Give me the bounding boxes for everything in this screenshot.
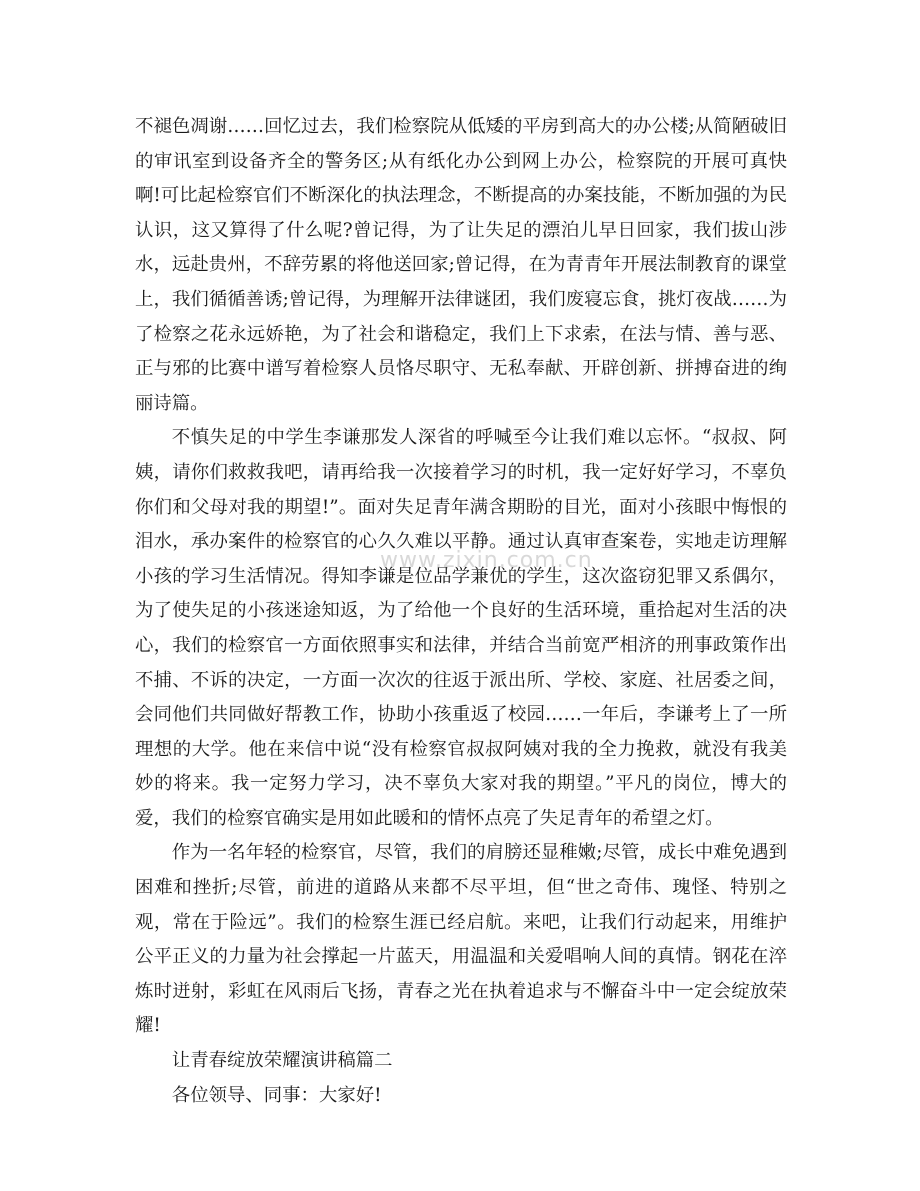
- paragraph-student-case: 不慎失足的中学生李谦那发人深省的呼喊至今让我们难以忘怀。“叔叔、阿姨，请你们救救我吧，请再给我一次接着学习的时机，我一定好好学习，不辜负你们和父母对我的期望!”。面对失足青年满含期盼的目光，面对小孩眼中悔恨的泪水，承办案件的检察官的心久久难以平静。通过认真审查案卷，实地走访理解小孩的学习生活情况。得知李谦是位品学兼优的学生，这次盗窃犯罪又系偶尔，为了使失足的小孩迷途知返，为了给他一个良好的生活环境，重拾起对生活的决心，我们的检察官一方面依照事实和法律，并结合当前宽严相济的刑事政策作出不捕、不诉的决定，一方面一次次的往返于派出所、学校、家庭、社居委之间，会同他们共同做好帮教工作，协助小孩重返了校园……一年后，李谦考上了一所理想的大学。他在来信中说“没有检察官叔叔阿姨对我的全力挽救，就没有我美妙的将来。我一定努力学习，决不辜负大家对我的期望。”平凡的岗位，博大的爱，我们的检察官确实是用如此暖和的情怀点亮了失足青年的希望之灯。: [135, 427, 787, 829]
- document-body: [135, 110, 787, 1113]
- paragraph-recollection: 不褪色凋谢……回忆过去，我们检察院从低矮的平房到高大的办公楼;从简陋破旧的审讯室到设备齐全的警务区;从有纸化办公到网上办公，检察院的开展可真快啊!可比起检察官们不断深化的执法理念，不断提高的办案技能，不断加强的为民认识，这又算得了什么呢?曾记得，为了让失足的漂泊儿早日回家，我们拔山涉水，远赴贵州，不辞劳累的将他送回家;曾记得，在为青青年开展法制教育的课堂上，我们循循善诱;曾记得，为理解开法律谜团，我们废寝忘食，挑灯夜战……为了检察之花永远娇艳，为了社会和谐稳定，我们上下求索，在法与情、善与恶、正与邪的比赛中谱写着检察人员恪尽职守、无私奉献、开辟创新、拼搏奋进的绚丽诗篇。: [135, 116, 787, 414]
- section-heading: 让青春绽放荣耀演讲稿篇二: [171, 1050, 393, 1072]
- salutation: 各位领导、同事：大家好!: [171, 1084, 382, 1106]
- watermark: www.zixin.com.cn: [380, 548, 593, 573]
- paragraph-young-prosecutor: 作为一名年轻的检察官，尽管，我们的肩膀还显稚嫩;尽管，成长中难免遇到困难和挫折;尽管，前进的道路从来都不尽平坦，但“世之奇伟、瑰怪、特别之观，常在于险远”。我们的检察生涯已经启航。来吧，让我们行动起来，用维护公平正义的力量为社会撑起一片蓝天，用温温和关爱唱响人间的真情。钢花在淬炼时迸射，彩虹在风雨后飞扬，青春之光在执着追求与不懈奋斗中一定会绽放荣耀!: [135, 842, 787, 1037]
